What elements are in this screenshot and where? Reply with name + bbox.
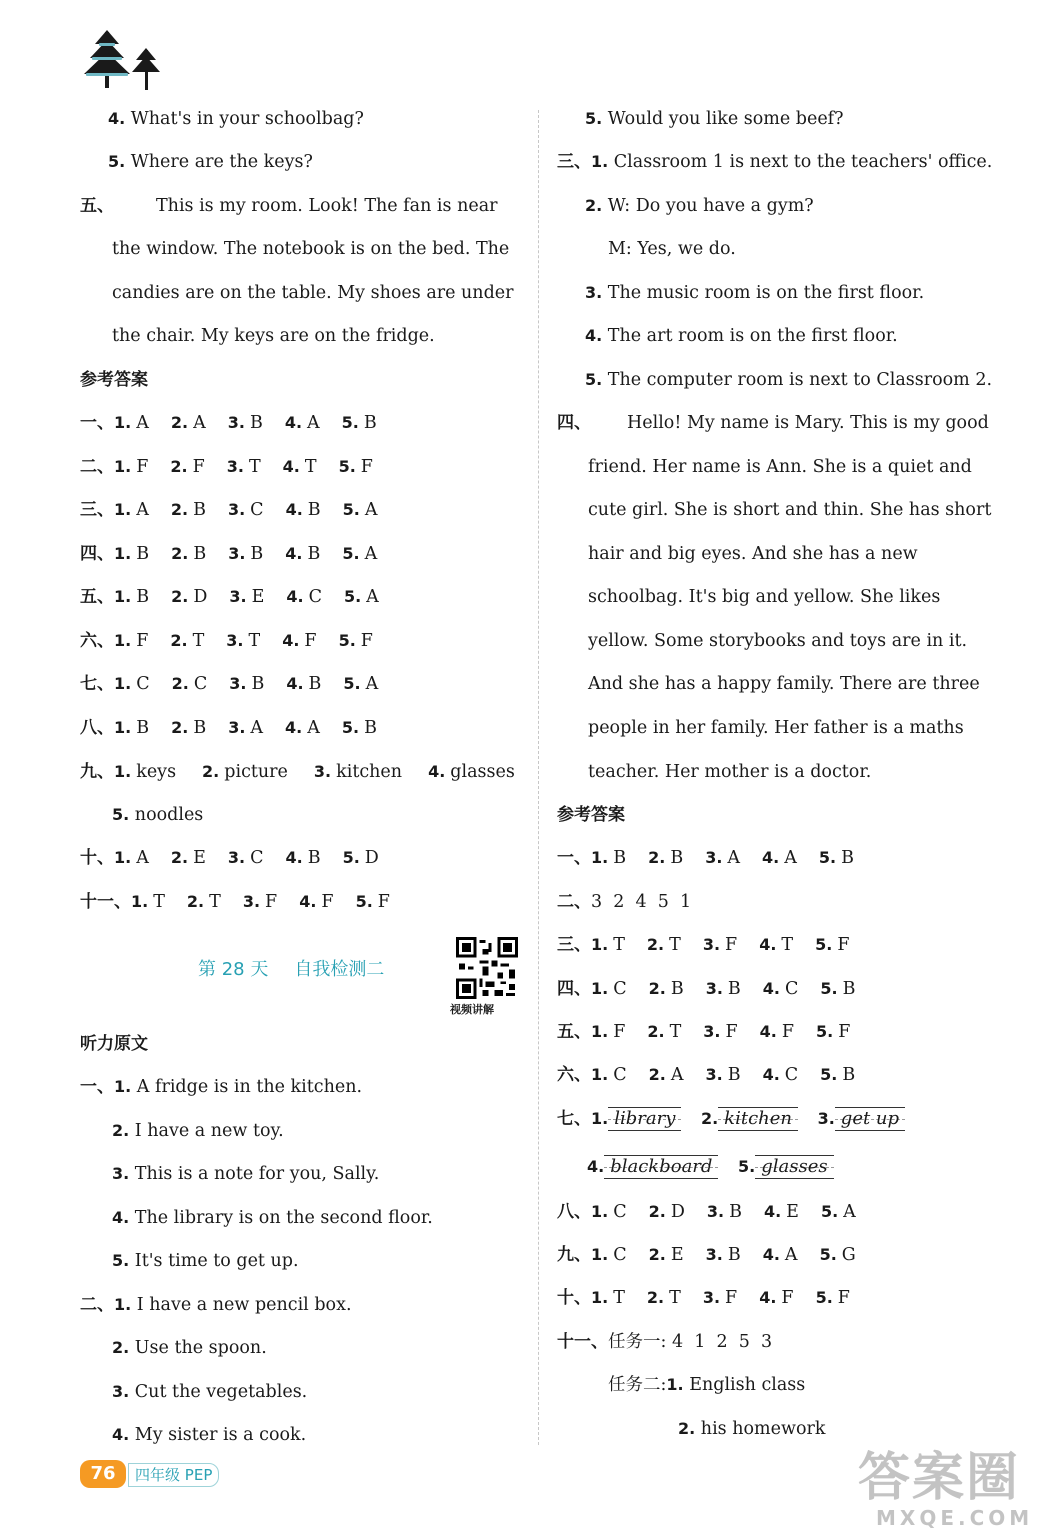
answer-value: T [613,1288,625,1308]
listening-heading: 听力原文 [80,1034,148,1054]
section-number: 十一、 [80,892,131,912]
item-number: 3. [227,413,245,432]
answer-row [557,933,849,957]
section-number: 四、 [557,979,591,999]
answer-value: T [613,935,625,955]
answer-value: B [729,1202,742,1222]
passage-line: people in her family. Her father is a maths [588,718,964,738]
item-number: 3. [227,848,246,867]
item-number: 1. [114,587,132,606]
text-line: 5. Where are the keys? [108,152,313,172]
answer-row [557,1243,856,1267]
answer-value: B [307,500,321,520]
item-number: 3. [702,1288,721,1307]
answer-value: E [786,1202,799,1222]
text-line: 4. What's in your schoolbag? [108,109,364,129]
item-number: 5. [338,631,356,650]
answer-value: F [781,1288,794,1308]
handwriting-box: kitchen [718,1104,798,1134]
item-number: 1. [114,500,132,519]
answer-row [80,890,390,914]
item-number: 3. [705,848,723,867]
item-number: 5. [343,674,361,693]
answers-heading: 参考答案 [557,805,625,825]
item-number: 1. [114,457,132,476]
item-number: 3. [242,892,261,911]
answer-value: C [250,500,264,520]
passage-line: friend. Her name is Ann. She is a quiet and [588,457,972,477]
section-number: 五、 [557,1022,591,1042]
item-number: 1. [114,544,132,563]
text-line: 十一、任务一: 4 1 2 5 3 [557,1332,773,1352]
item-number: 2. [648,1245,666,1264]
answer-value: C [308,587,322,607]
passage-line: schoolbag. It's big and yellow. She likes [588,587,941,607]
handwriting-row: 4. blackboard 5. glasses [587,1152,834,1182]
text-line: 2. W: Do you have a gym? [585,196,814,216]
answer-value: F [613,1022,626,1042]
item-number: 4. [428,762,446,781]
section-number: 三、 [557,935,591,955]
text-line: 2. his homework [678,1419,826,1439]
passage-line: teacher. Her mother is a doctor. [588,762,872,782]
answer-row [80,846,379,870]
handwriting-row: 七、1. library 2. kitchen 3. get up [557,1104,905,1134]
passage-line: 五、 This is my room. Look! The fan is near [80,196,498,216]
item-number: 3. [228,718,246,737]
item-number: 3. [706,1202,725,1221]
section-number: 九、 [557,1245,591,1265]
answer-value: B [249,413,263,433]
item-number: 1. [114,762,132,781]
answer-row [557,846,854,870]
item-number: 1. [114,674,132,693]
answer-value: T [781,935,794,955]
answer-value: E [670,1245,684,1265]
text-line: M: Yes, we do. [608,239,736,259]
answer-row [80,411,377,435]
answer-value: F [837,1288,850,1308]
answer-value: keys [136,762,177,782]
item-number: 3. [705,979,723,998]
handwriting-box: library [608,1104,681,1134]
item-number: 5. [355,892,373,911]
text-line: 5. It's time to get up. [112,1251,299,1271]
answer-value: E [193,848,206,868]
answer-value: F [265,892,278,912]
grade-label: 四年级 PEP [128,1463,219,1487]
item-number: 2. [171,674,189,693]
item-number: 5. [820,979,838,998]
text-line: 3. Cut the vegetables. [112,1382,308,1402]
item-number: 4. [282,457,300,476]
answer-value: A [250,718,264,738]
item-number: 3. [228,544,246,563]
item-number: 4. [284,413,303,432]
answer-value: C [136,674,150,694]
passage-line: 四、 Hello! My name is Mary. This is my good [557,413,989,433]
answer-row [557,1200,856,1224]
answer-value: A [784,848,797,868]
item-number: 5. [820,1202,839,1221]
answer-value: A [670,1065,684,1085]
answer-value: A [784,1245,798,1265]
answer-row [557,977,856,1001]
answer-value: F [321,892,334,912]
answer-value: A [136,413,149,433]
item-number: 3. [313,762,332,781]
section-number: 一、 [557,848,591,868]
answer-value: F [838,1022,851,1042]
passage-line: cute girl. She is short and thin. She has short [588,500,992,520]
answer-row [557,1063,855,1087]
answer-value: T [304,457,317,477]
text-line: 5. The computer room is next to Classroom 2. [585,370,993,390]
answer-value: F [360,631,373,651]
answers-heading: 参考答案 [80,370,148,390]
text-line: 2. Use the spoon. [112,1338,267,1358]
answer-value: picture [224,762,288,782]
item-number: 5. [338,457,356,476]
answer-value: A [193,413,206,433]
answer-value: A [136,848,149,868]
answer-row [80,585,379,609]
answer-value: A [136,500,149,520]
item-number: 4. [763,1202,782,1221]
text-line: 4. My sister is a cook. [112,1425,307,1445]
item-number: 2. [202,762,220,781]
item-number: 4. [286,674,304,693]
item-number: 5. [341,718,360,737]
item-number: 5. [342,544,360,563]
section-number: 六、 [557,1065,591,1085]
answer-value: B [613,848,627,868]
item-number: 4. [285,544,303,563]
section-number: 八、 [80,718,114,738]
item-number: 3. [229,587,247,606]
item-number: 4. [285,500,303,519]
passage-line: the window. The notebook is on the bed. The [112,239,510,259]
answer-value: F [377,892,390,912]
answer-value: A [364,500,378,520]
answer-value: A [307,413,320,433]
answer-value: F [136,631,149,651]
answer-value: E [251,587,265,607]
item-number: 2. [646,935,665,954]
answer-value: B [842,1065,856,1085]
item-number: 4. [285,848,303,867]
item-number: 1. [591,935,609,954]
answer-row [80,498,378,522]
passage-line: And she has a happy family. There are three [588,674,980,694]
item-number: 1. [591,1288,609,1307]
item-number: 3. [703,1022,721,1041]
text-line: 二、3 2 4 5 1 [557,892,692,912]
qr-caption: 视频讲解 [450,1003,494,1016]
passage-line: yellow. Some storybooks and toys are in it. [588,631,968,651]
answer-value: C [250,848,264,868]
section-number: 四、 [80,544,114,564]
answer-value: B [193,500,206,520]
text-line: 5. Would you like some beef? [585,109,844,129]
item-number: 5. [819,1245,837,1264]
item-number: 4. [285,718,303,737]
answer-value: F [837,935,850,955]
item-number: 1. [591,1022,609,1041]
answer-value: C [784,1065,799,1085]
answer-value: D [364,848,379,868]
item-number: 3. [226,457,244,476]
answer-value: C [613,1065,627,1085]
item-number: 2. [186,892,205,911]
passage-line: candies are on the table. My shoes are under [112,283,514,303]
item-number: 1. [114,413,132,432]
answer-value: B [727,1245,741,1265]
answer-value: A [365,674,379,694]
answer-value: T [192,631,205,651]
section-number: 三、 [80,500,114,520]
text-line: 三、1. Classroom 1 is next to the teachers' office. [557,152,993,172]
section-number: 十、 [80,848,114,868]
answer-row [80,672,378,696]
item-number: 2. [648,848,666,867]
item-number: 2. [170,500,189,519]
item-number: 4. [286,587,304,606]
section-number: 七、 [80,674,114,694]
text-line: 4. The art room is on the first floor. [585,326,898,346]
page-number: 76 [80,1460,126,1488]
item-number: 3. [226,631,244,650]
column-divider [538,110,539,1445]
section-number: 五、 [80,587,114,607]
item-number: 1. [114,848,132,867]
answer-value: A [307,718,320,738]
handwriting-box: blackboard [604,1152,718,1182]
item-number: 3. [702,935,721,954]
watermark-logo: 答案圈 MXQE.COM [858,1448,1034,1530]
answer-value: T [669,1288,681,1308]
section-number: 六、 [80,631,114,651]
text-line: 5. noodles [112,805,204,825]
section-number: 八、 [557,1202,591,1222]
item-number: 2. [170,457,188,476]
item-number: 5. [342,500,360,519]
answer-value: F [725,1288,738,1308]
answer-value: C [785,979,799,999]
answer-value: B [136,587,150,607]
answer-value: kitchen [336,762,403,782]
answer-row [80,760,515,784]
answer-value: B [251,674,265,694]
item-number: 4. [759,935,777,954]
answer-value: T [669,1022,682,1042]
answer-value: F [360,457,373,477]
item-number: 2. [170,631,188,650]
item-number: 1. [131,892,149,911]
answer-row [557,1020,850,1044]
item-number: 2. [171,587,189,606]
answer-value: F [192,457,205,477]
item-number: 1. [591,1245,609,1264]
text-line: 一、1. A fridge is in the kitchen. [80,1077,363,1097]
item-number: 2. [646,1288,665,1307]
answer-value: F [136,457,149,477]
answer-row [80,629,373,653]
answer-value: T [209,892,221,912]
item-number: 1. [591,1065,609,1084]
item-number: 4. [762,848,780,867]
text-line: 4. The library is on the second floor. [112,1208,433,1228]
item-number: 2. [171,544,189,563]
item-number: 4. [759,1022,777,1041]
answer-value: C [613,979,627,999]
item-number: 4. [762,1245,780,1264]
answer-value: B [307,848,321,868]
answer-value: B [136,718,150,738]
answer-value: A [366,587,379,607]
item-number: 5. [818,848,837,867]
answer-value: F [781,1022,795,1042]
answer-value: B [670,979,684,999]
answer-value: D [193,587,208,607]
item-number: 4. [282,631,300,650]
item-number: 2. [648,979,666,998]
section-number: 一、 [80,413,114,433]
item-number: 5. [820,1065,838,1084]
item-number: 4. [759,1288,777,1307]
answer-row [80,455,373,479]
answer-value: B [136,544,150,564]
answer-row [80,716,377,740]
answer-value: B [842,979,856,999]
answer-value: B [727,1065,741,1085]
answer-value: T [669,935,681,955]
item-number: 4. [762,979,781,998]
item-number: 3. [229,674,247,693]
item-number: 5. [815,935,833,954]
item-number: 2. [171,718,189,737]
item-number: 5. [342,848,360,867]
answer-value: B [307,544,321,564]
item-number: 2. [648,1065,666,1084]
text-line: 任务二:1. English class [608,1375,806,1395]
section-number: 九、 [80,762,114,782]
answer-value: G [841,1245,856,1265]
answer-value: B [841,848,854,868]
answer-row [80,542,377,566]
answer-value: B [670,848,684,868]
answer-value: T [153,892,165,912]
item-number: 1. [114,631,132,650]
handwriting-box: glasses [755,1152,833,1182]
item-number: 5. [816,1022,834,1041]
answer-value: A [727,848,741,868]
item-number: 4. [299,892,317,911]
item-number: 4. [762,1065,780,1084]
answer-value: D [670,1202,685,1222]
item-number: 2. [170,413,189,432]
item-number: 2. [647,1022,665,1041]
section-title: 第 28 天 自我检测二 [198,959,385,980]
answer-value: A [364,544,378,564]
item-number: 5. [343,587,362,606]
tree-icon [78,28,168,94]
text-line: 二、1. I have a new pencil box. [80,1295,352,1315]
answer-value: T [248,457,261,477]
answer-value: T [248,631,261,651]
answer-value: C [193,674,208,694]
item-number: 1. [591,1202,609,1221]
item-number: 3. [227,500,246,519]
text-line: 2. I have a new toy. [112,1121,284,1141]
answer-value: C [613,1202,627,1222]
answer-value: C [613,1245,627,1265]
section-number: 二、 [80,457,114,477]
answer-value: F [725,935,738,955]
item-number: 1. [591,979,609,998]
answer-value: B [193,718,207,738]
answer-value: B [363,413,377,433]
answer-value: A [843,1202,856,1222]
section-number: 十、 [557,1288,591,1308]
passage-line: hair and big eyes. And she has a new [588,544,918,564]
answer-value: B [250,544,264,564]
answer-value: B [193,544,207,564]
item-number: 5. [815,1288,833,1307]
answer-value: glasses [450,762,515,782]
item-number: 5. [341,413,359,432]
answer-value: B [727,979,741,999]
item-number: 3. [705,1065,723,1084]
text-line: 3. The music room is on the first floor. [585,283,925,303]
item-number: 1. [114,718,132,737]
qr-code-icon[interactable] [456,937,518,999]
passage-line: the chair. My keys are on the fridge. [112,326,435,346]
item-number: 2. [648,1202,666,1221]
text-line: 3. This is a note for you, Sally. [112,1164,380,1184]
handwriting-box: get up [835,1104,905,1134]
answer-value: F [304,631,317,651]
answer-row [557,1286,850,1310]
item-number: 2. [170,848,189,867]
item-number: 3. [705,1245,723,1264]
answer-value: B [364,718,377,738]
item-number: 1. [591,848,609,867]
answer-value: F [725,1022,738,1042]
answer-value: B [308,674,322,694]
